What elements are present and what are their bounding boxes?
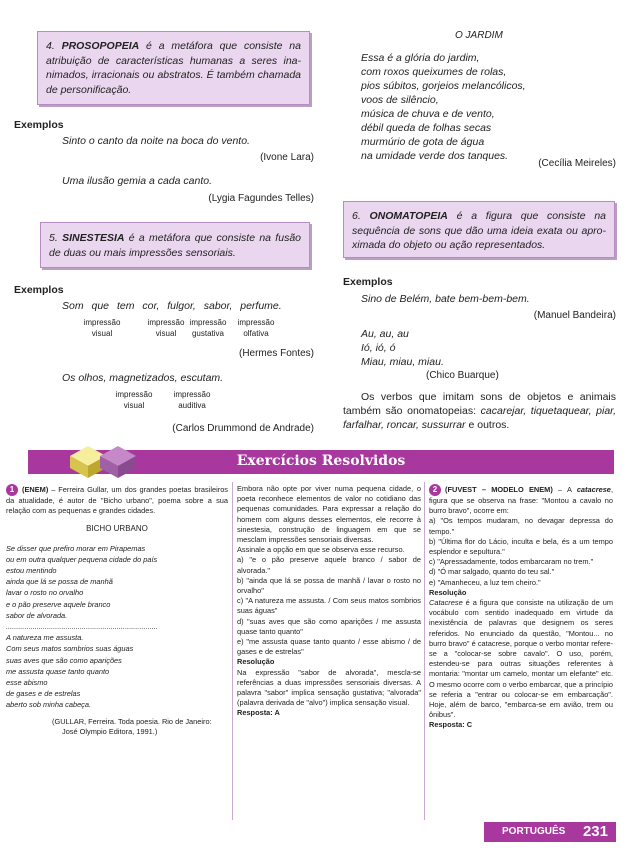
poem-line: ainda que lá se possa de manhã xyxy=(6,577,113,587)
annotation-line: impressão xyxy=(115,390,153,399)
answer-option: c) "Apressadamente, todos embarcaram no trem." xyxy=(429,557,594,567)
examples-heading: Exemplos xyxy=(343,276,393,288)
poem-line: aberto sob minha cabeça. xyxy=(6,700,92,710)
annotation-line: impressão xyxy=(237,318,275,327)
box-number: 6. xyxy=(352,210,361,222)
annotation-line: gustativa xyxy=(191,329,225,338)
poem-line: de gases e de estrelas xyxy=(6,689,81,699)
example-line: Uma ilusão gemia a cada canto. xyxy=(62,175,212,187)
term-onomatopeia: ONOMATOPEIA xyxy=(369,210,448,222)
example-line: Os olhos, magnetizados, escutam. xyxy=(62,372,224,384)
term-prosopopeia: PROSOPOPEIA xyxy=(61,40,140,52)
poem-line: Se disser que prefiro morar em Pirapemas xyxy=(6,543,146,553)
annotation-line: impressão xyxy=(189,318,227,327)
example-author: (Manuel Bandeira) xyxy=(533,310,616,321)
annotation xyxy=(182,317,234,339)
exercise-source: (ENEM) xyxy=(22,485,49,494)
poem-title: BICHO URBANO xyxy=(86,524,148,534)
poem-line: me assusta quase tanto quanto xyxy=(6,666,110,676)
example-author: (Chico Buarque) xyxy=(426,370,499,381)
annotation-line: impressão xyxy=(147,318,185,327)
poem-line: murmúrio de gota de água xyxy=(361,136,485,148)
example-line: Miau, miau, miau. xyxy=(361,356,444,368)
paragraph-examples: cacarejar, tiquetaquear, piar, farfalhar, roncar, sussurrar xyxy=(343,405,616,431)
example-author: (Lygia Fagundes Telles) xyxy=(208,193,314,204)
poem-line: suas aves que são como aparições xyxy=(6,655,122,665)
example-lines xyxy=(361,327,444,369)
poem-line: débil queda de folhas secas xyxy=(361,122,492,134)
exercise-2 xyxy=(429,484,613,731)
answer-option: b) "ainda que lá se possa de manhã / lavar o rosto no orvalho" xyxy=(237,575,421,596)
example-author: (Carlos Drummond de Andrade) xyxy=(172,423,314,434)
poem xyxy=(361,51,526,163)
poem-line: música de chuva e de vento, xyxy=(361,108,495,120)
exercise-1 xyxy=(6,484,228,737)
annotation-line: auditiva xyxy=(178,401,206,410)
poem-stanza xyxy=(6,543,228,711)
examples-heading: Exemplos xyxy=(14,284,64,296)
subject-label: PORTUGUÊS xyxy=(502,826,566,837)
poem-title: O JARDIM xyxy=(455,30,503,41)
annotation xyxy=(166,389,218,411)
paragraph-text: e outros. xyxy=(465,419,510,431)
example-author: (Hermes Fontes) xyxy=(238,348,314,359)
answer-option: d) "Ó mar salgado, quanto do teu sal." xyxy=(429,567,555,577)
poem-line: pios súbitos, gorjeios melancólicos, xyxy=(361,80,526,92)
page-number: 231 xyxy=(582,823,608,840)
column-divider xyxy=(232,482,233,820)
exercise-intro: – Ferreira Gullar, um dos grandes poetas brasileiros da atualidade, é autor de "Bicho urbano", poema sobre a sua relação com as pequenas e grandes cidades. xyxy=(6,485,228,516)
onomatopeia-paragraph xyxy=(343,390,616,432)
footer-bar xyxy=(484,822,616,842)
annotation xyxy=(108,389,160,411)
box-number: 5. xyxy=(49,232,58,244)
paragraph-text: Os verbos que imitam sons de objetos e animais também são onomatopeias: xyxy=(343,391,616,417)
poem-line: voos de silêncio, xyxy=(361,94,439,106)
annotation-line: visual xyxy=(123,401,145,410)
answer-key: Resposta: C xyxy=(429,720,473,730)
answer-option: b) "Última flor do Lácio, inculta e bela, és a um tempo esplendor e sepultura." xyxy=(429,536,613,557)
answer-option: c) "A natureza me assusta. / Com seus matos sombrios suas águas" xyxy=(237,596,421,616)
definition-box-sinestesia xyxy=(40,222,310,268)
poem-line: A natureza me assusta. xyxy=(6,633,84,643)
example-line: Ió, ió, ó xyxy=(361,342,396,354)
poem-reference: (GULLAR, Ferreira. Toda poesia. Rio de Janeiro: José Olympio Editora, 1991.) xyxy=(52,716,212,736)
poem-line: lavar o rosto no orvalho xyxy=(6,588,84,598)
annotation xyxy=(230,317,282,339)
definition-text: é a metáfora que consiste na atribuição de características humanas a seres ina-nimados, irracionais ou abstratos. É também chamada de personificação. xyxy=(46,40,301,96)
example-line: Sinto o canto da noite na boca do vento. xyxy=(62,135,250,147)
resolution-label: Resolução xyxy=(237,657,275,667)
poem-line: na umidade verde dos tanques. xyxy=(361,150,509,162)
exercise-1-continued xyxy=(237,484,421,719)
exercise-intro: , figura que se observa na frase: "Montou a cavalo no burro bravo", ocorre em: xyxy=(429,485,613,516)
poem-line: e o pão preserve aquele branco xyxy=(6,599,111,609)
exercise-number-badge: 1 xyxy=(6,484,18,496)
answer-option: a) "Os tempos mudaram, no devagar depressa do tempo." xyxy=(429,516,613,536)
poem-line: Essa é a glória do jardim, xyxy=(361,52,480,64)
example-line: Som que tem cor, fulgor, sabor, perfume. xyxy=(62,300,282,312)
annotation-line: olfativa xyxy=(243,329,269,338)
poem-line: ou em outra qualquer pequena cidade do país xyxy=(6,554,158,564)
poem-line: sabor de alvorada. xyxy=(6,610,68,620)
exercise-source: (FUVEST – MODELO ENEM) xyxy=(445,485,553,494)
definition-box-onomatopeia xyxy=(343,201,615,258)
exercise-intro: – A xyxy=(552,485,577,494)
poem-line: esse abismo xyxy=(6,678,48,688)
banner-title: Exercícios Resolvidos xyxy=(236,453,406,469)
answer-option: e) "me assusta quase tanto quanto / esse abismo / de gases e de estrelas" xyxy=(237,637,421,657)
exercise-text: Embora não opte por viver numa pequena cidade, o poeta reconhece elementos de valor no cotidiano das pequenas comunidades. Para expressar a relação do homem com alguns desses elementos, ele recorre à sinestesia, construção de linguagem em que se mesclam impressões sensoriais diversas. xyxy=(237,484,421,545)
poem-line: com roxos queixumes de rolas, xyxy=(361,66,507,78)
example-line: Au, au, au xyxy=(361,328,409,340)
definition-text: é a figura que consiste na sequência de sons que dão uma ideia exata ou apro-ximada do objeto ou ação representados. xyxy=(352,210,606,251)
answer-option: e) "Amanheceu, a luz tem cheiro." xyxy=(429,577,541,587)
answer-key: Resposta: A xyxy=(237,708,280,718)
answer-option: a) "e o pão preserve aquele branco / sabor de alvorada." xyxy=(237,555,421,575)
example-author: (Ivone Lara) xyxy=(260,152,314,163)
poem-author: (Cecília Meireles) xyxy=(538,158,616,169)
resolution-term: Catacrese xyxy=(429,598,463,608)
annotation-line: visual xyxy=(91,329,113,338)
exercises-banner xyxy=(28,450,614,474)
resolution-text: Na expressão "sabor de alvorada", mescla-se referências a duas impressões sensoriais diversas. A palavra "sabor" implica sensação gustativa; "alvorada" (palavra derivada de "alvo") implica sensação visual. xyxy=(237,667,421,708)
poem-line: estou mentindo xyxy=(6,566,57,576)
resolution-text: é a figura que consiste na utilização de um vocábulo com sentido inadequado em virtude da inexistência de palavras que designem os seres referidos. No enunciado da questão, "Montou... no burro bravo" é catacrese, porque o verbo montar refere-se a "colocar-se sobre cavalo". O uso, porém, estendeu-se para outras situações referentes à montaria: "montar um camelo, montar um elefante" etc. O mesmo ocorre com o verbo embarcar, que a princípio se referia a "entrar ou colocar-se em embarcação". Hoje, além de barco, "embarca-se em avião, trem ou ônibus". xyxy=(429,598,613,720)
definition-text: é a metáfora que consiste na fusão de duas ou mais impressões sensoriais. xyxy=(49,232,301,259)
exercise-prompt: Assinale a opção em que se observa esse recurso. xyxy=(237,545,405,555)
resolution-label: Resolução xyxy=(429,587,467,597)
poem-line: Com seus matos sombrios suas águas xyxy=(6,644,134,654)
exercise-term: catacrese xyxy=(576,485,611,494)
answer-option: d) "suas aves que são como aparições / me assusta quase tanto quanto" xyxy=(237,616,421,636)
definition-box-prosopopeia xyxy=(37,31,310,105)
annotation-line: impressão xyxy=(83,318,121,327)
examples-heading: Exemplos xyxy=(14,119,64,131)
term-sinestesia: SINESTESIA xyxy=(62,232,125,244)
annotation xyxy=(74,317,130,339)
ellipsis-line: .......................................................................... xyxy=(6,622,158,632)
annotation-line: visual xyxy=(155,329,177,338)
example-line: Sino de Belém, bate bem-bem-bem. xyxy=(361,293,530,305)
box-number: 4. xyxy=(46,40,55,52)
exercise-number-badge: 2 xyxy=(429,484,441,496)
annotation-line: impressão xyxy=(173,390,211,399)
column-divider xyxy=(424,482,425,820)
